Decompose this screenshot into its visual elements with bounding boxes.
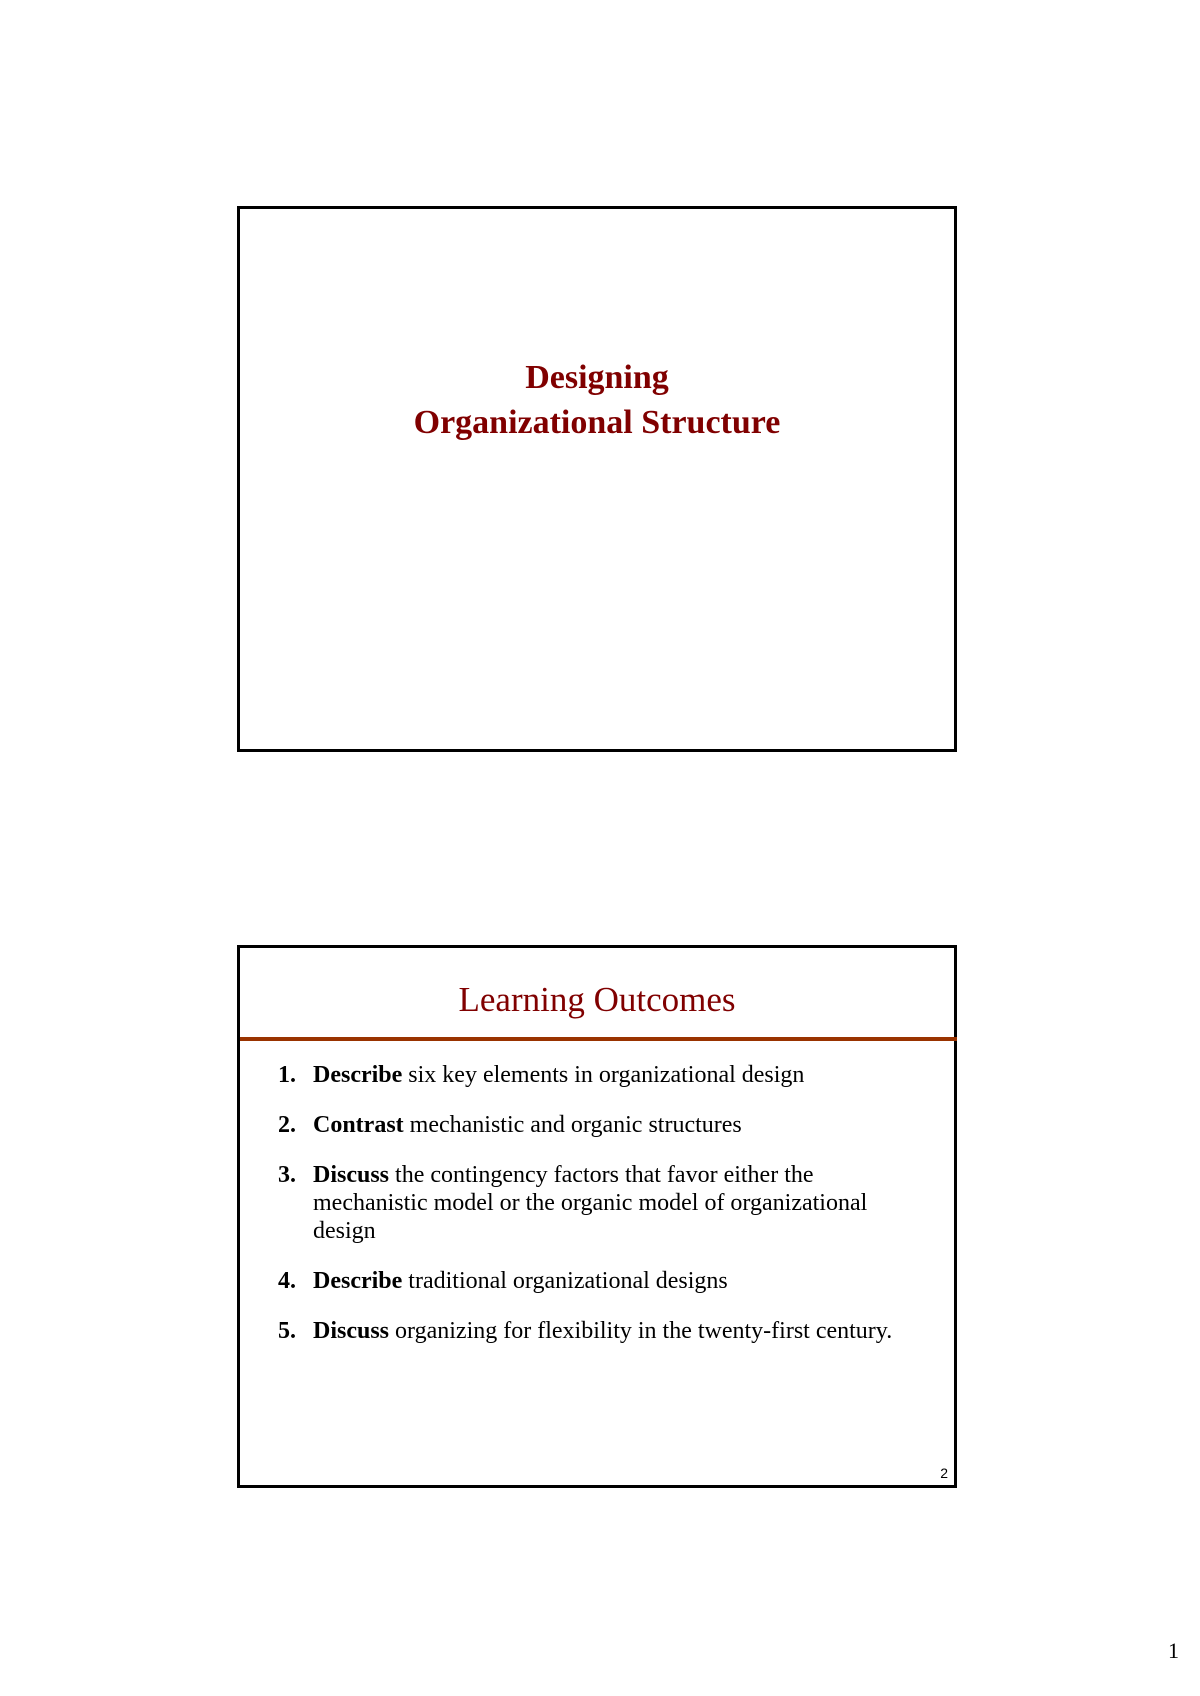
slide-2-learning-outcomes <box>237 945 957 1488</box>
outcome-item <box>278 1111 934 1139</box>
outcome-item <box>278 1161 934 1245</box>
title-line-1: Designing <box>525 359 669 396</box>
outcome-text: mechanistic and organic structures <box>403 1112 742 1138</box>
outcome-item <box>278 1061 934 1089</box>
title-line-2: Organizational Structure <box>413 404 781 441</box>
outcome-verb: Describe <box>313 1062 403 1088</box>
outcome-text: the contingency factors that favor either the mechanistic model or the organic model of organizational design <box>313 1162 868 1244</box>
outcome-verb: Discuss <box>313 1318 390 1344</box>
outcome-text: six key elements in organizational design <box>402 1062 805 1088</box>
outcome-text: traditional organizational designs <box>402 1268 728 1294</box>
outcome-number: 3. <box>278 1162 296 1188</box>
outcome-verb: Contrast <box>313 1112 404 1138</box>
outcome-verb: Discuss <box>313 1162 390 1188</box>
slide-1-title <box>237 206 957 752</box>
slide-2-heading: Learning Outcomes <box>458 980 736 1019</box>
outcome-text: organizing for flexibility in the twenty-first century. <box>389 1318 893 1344</box>
outcomes-list <box>278 1061 934 1367</box>
slide-1-heading <box>240 355 954 445</box>
outcome-number: 2. <box>278 1112 296 1138</box>
outcome-number: 5. <box>278 1318 296 1344</box>
slide-number: 2 <box>940 1465 948 1481</box>
outcome-number: 1. <box>278 1062 296 1088</box>
outcome-item <box>278 1267 934 1295</box>
page-number: 1 <box>1168 1638 1179 1663</box>
title-divider <box>240 1037 957 1041</box>
outcome-verb: Describe <box>313 1268 403 1294</box>
outcome-number: 4. <box>278 1268 296 1294</box>
outcome-item <box>278 1317 934 1345</box>
